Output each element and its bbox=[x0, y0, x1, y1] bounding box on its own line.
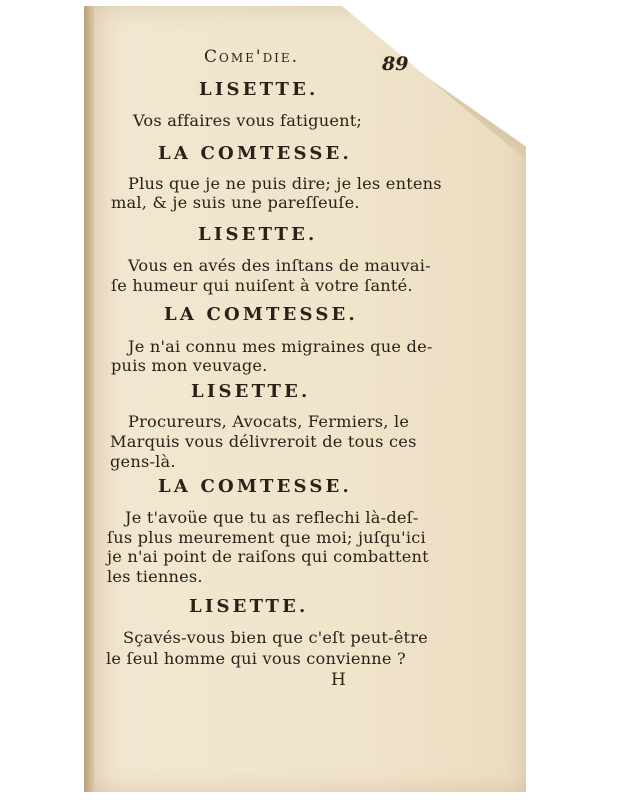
dialogue-line: Plus que je ne puis dire; je les entens bbox=[128, 174, 442, 193]
dialogue-line: mal, & je suis une pareſſeuſe. bbox=[111, 193, 360, 212]
dialogue-line: gens-là. bbox=[110, 452, 176, 471]
page-gutter bbox=[84, 6, 94, 792]
dialogue-line: Marquis vous délivreroit de tous ces bbox=[110, 432, 417, 451]
dialogue-line: Procureurs, Avocats, Fermiers, le bbox=[128, 412, 410, 431]
dialogue-line: le ſeul homme qui vous convienne ? bbox=[106, 649, 406, 668]
speaker-name: LISETTE. bbox=[198, 224, 318, 245]
dialogue-line: ſus plus meurement que moi; juſqu'ici bbox=[107, 528, 426, 547]
page-number: 89 bbox=[382, 53, 409, 75]
running-head: Come'die. bbox=[204, 47, 300, 67]
dialogue-line: je n'ai point de raiſons qui combattent bbox=[107, 547, 429, 566]
speaker-name: LA COMTESSE. bbox=[158, 476, 352, 497]
dialogue-line: ſe humeur qui nuiſent à votre ſanté. bbox=[111, 276, 413, 295]
speaker-name: LISETTE. bbox=[189, 596, 309, 617]
dialogue-line: Vous en avés des inſtans de mauvai- bbox=[128, 256, 431, 275]
dialogue-line: Sçavés-vous bien que c'eſt peut-être bbox=[123, 628, 428, 647]
speaker-name: LA COMTESSE. bbox=[164, 304, 358, 325]
speaker-name: LISETTE. bbox=[191, 381, 311, 402]
dialogue-line: Je t'avoüe que tu as reflechi là-deſ- bbox=[125, 508, 419, 527]
dialogue-line: Vos affaires vous fatiguent; bbox=[133, 111, 363, 130]
signature-mark: H bbox=[331, 670, 346, 690]
dialogue-line: Je n'ai connu mes migraines que de- bbox=[128, 337, 433, 356]
speaker-name: LISETTE. bbox=[199, 79, 319, 100]
speaker-name: LA COMTESSE. bbox=[158, 143, 352, 164]
dialogue-line: puis mon veuvage. bbox=[111, 356, 268, 375]
dialogue-line: les tiennes. bbox=[107, 567, 203, 586]
